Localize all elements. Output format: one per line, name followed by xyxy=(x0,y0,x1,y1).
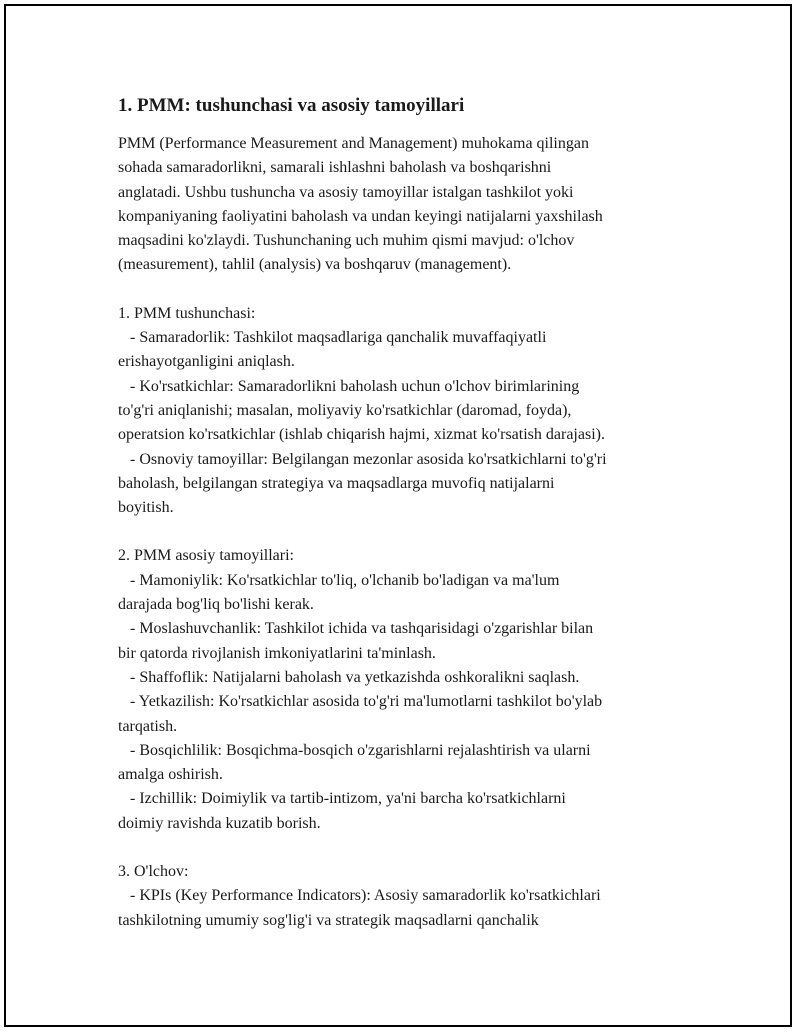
intro-line: maqsadini ko'zlaydi. Tushunchaning uch muhim qismi mavjud: o'lchov xyxy=(118,232,575,250)
intro-line: PMM (Performance Measurement and Management) muhokama qilingan xyxy=(118,135,589,152)
section-measurement xyxy=(118,860,698,933)
section-title: 2. PMM asosiy tamoyillari: xyxy=(118,547,294,565)
list-item-continuation: doimiy ravishda kuzatib borish. xyxy=(118,814,321,832)
list-item: - Ko'rsatkichlar: Samaradorlikni baholash uchun o'lchov birimlarining xyxy=(118,377,580,395)
list-item-continuation: to'g'ri aniqlanishi; masalan, moliyaviy ko'rsatkichlar (daromad, foyda), xyxy=(118,401,572,419)
list-item-continuation: amalga oshirish. xyxy=(118,766,223,784)
section-pmm-principles xyxy=(118,544,698,836)
list-item-continuation: darajada bog'liq bo'lishi kerak. xyxy=(118,596,314,614)
list-item: - Shaffoflik: Natijalarni baholash va yetkazishda oshkoralikni saqlash. xyxy=(118,668,580,686)
intro-line: sohada samaradorlikni, samarali ishlashni baholash va boshqarishni xyxy=(118,159,552,177)
section-pmm-concept xyxy=(118,302,698,521)
intro-line: anglatadi. Ushbu tushuncha va asosiy tamoyillar istalgan tashkilot yoki xyxy=(118,183,574,201)
section-heading: 1. PMM: tushunchasi va asosiy tamoyillari xyxy=(118,95,465,116)
list-item: - Osnoviy tamoyillar: Belgilangan mezonlar asosida ko'rsatkichlarni to'g'ri xyxy=(118,450,607,468)
intro-line: (measurement), tahlil (analysis) va boshqaruv (management). xyxy=(118,256,512,274)
document-body xyxy=(118,92,698,933)
list-item-continuation: baholash, belgilangan strategiya va maqsadlarga muvofiq natijalarni xyxy=(118,474,555,492)
list-item-continuation: boyitish. xyxy=(118,499,174,517)
intro-line: kompaniyaning faoliyatini baholash va undan keyingi natijalarni yaxshilash xyxy=(118,207,603,225)
list-item-continuation: tashkilotning umumiy sog'lig'i va strategik maqsadlarni qanchalik xyxy=(118,911,539,929)
list-item: - Bosqichlilik: Bosqichma-bosqich o'zgarishlarni rejalashtirish va ularni xyxy=(118,741,591,759)
list-item: - Yetkazilish: Ko'rsatkichlar asosida to'g'ri ma'lumotlarni tashkilot bo'ylab xyxy=(118,693,603,711)
list-item-continuation: erishayotganligini aniqlash. xyxy=(118,353,295,371)
list-item: - Samaradorlik: Tashkilot maqsadlariga qanchalik muvaffaqiyatli xyxy=(118,329,547,347)
list-item-continuation: bir qatorda rivojlanish imkoniyatlarini ta'minlash. xyxy=(118,644,436,662)
section-title: 3. O'lchov: xyxy=(118,863,189,881)
list-item-continuation: operatsion ko'rsatkichlar (ishlab chiqarish hajmi, xizmat ko'rsatish darajasi). xyxy=(118,426,605,444)
intro-paragraph xyxy=(118,132,698,278)
section-title: 1. PMM tushunchasi: xyxy=(118,304,256,322)
list-item-continuation: tarqatish. xyxy=(118,717,178,735)
list-item: - KPIs (Key Performance Indicators): Asosiy samaradorlik ko'rsatkichlari xyxy=(118,887,601,905)
list-item: - Mamoniylik: Ko'rsatkichlar to'liq, o'lchanib bo'ladigan va ma'lum xyxy=(118,571,560,589)
list-item: - Izchillik: Doimiylik va tartib-intizom, ya'ni barcha ko'rsatkichlarni xyxy=(118,790,566,808)
list-item: - Moslashuvchanlik: Tashkilot ichida va tashqarisidagi o'zgarishlar bilan xyxy=(118,620,594,638)
